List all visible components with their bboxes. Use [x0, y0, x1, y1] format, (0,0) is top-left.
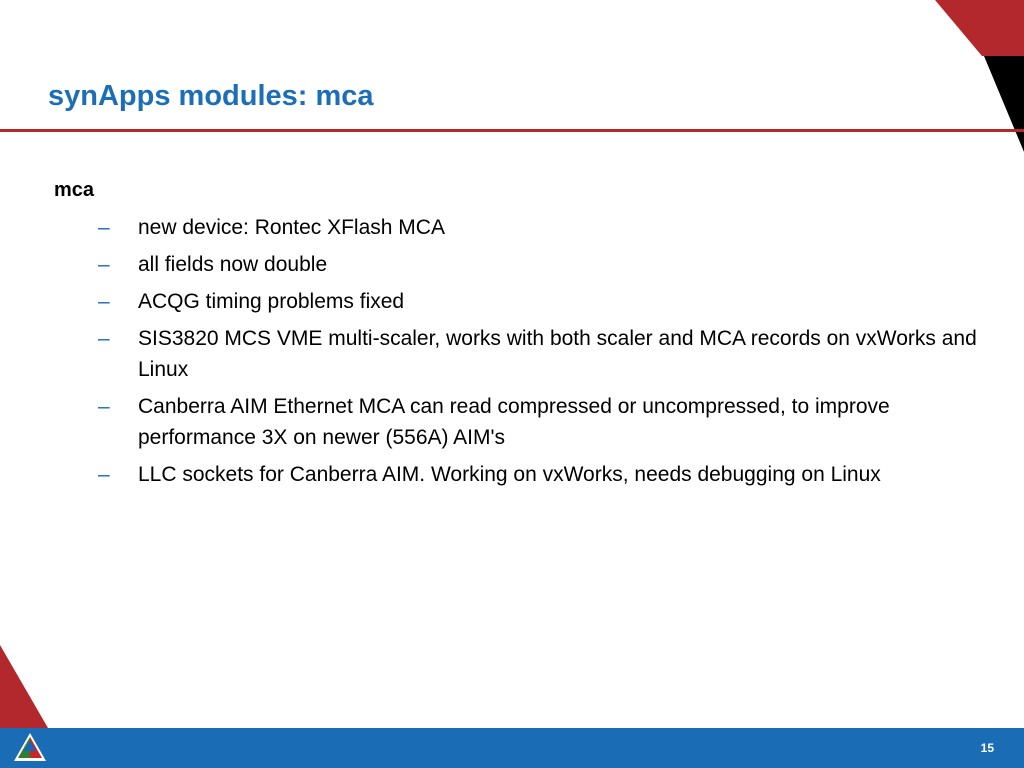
bullet-marker: –	[98, 395, 110, 418]
slide-title: synApps modules: mca	[48, 80, 374, 112]
bullet-marker: –	[98, 327, 110, 350]
section-heading: mca	[54, 179, 95, 201]
bullet-marker: –	[98, 253, 110, 276]
bullet-text: Canberra AIM Ethernet MCA can read compressed or uncompressed, to improve performance 3X on newer (556A) AIM's	[138, 395, 890, 449]
bullet-text: LLC sockets for Canberra AIM. Working on vxWorks, needs debugging on Linux	[138, 463, 881, 486]
bullet-marker: –	[98, 216, 110, 239]
bullet-text: SIS3820 MCS VME multi-scaler, works with both scaler and MCA records on vxWorks and Linux	[138, 327, 977, 381]
argonne-logo-icon	[14, 733, 46, 761]
bullet-text: ACQG timing problems fixed	[138, 290, 405, 313]
page-number: 15	[980, 741, 994, 755]
bullet-marker: –	[98, 290, 110, 313]
bullet-text: all fields now double	[138, 253, 328, 276]
bullet-marker: –	[98, 463, 110, 486]
bullet-text: new device: Rontec XFlash MCA	[138, 216, 445, 239]
